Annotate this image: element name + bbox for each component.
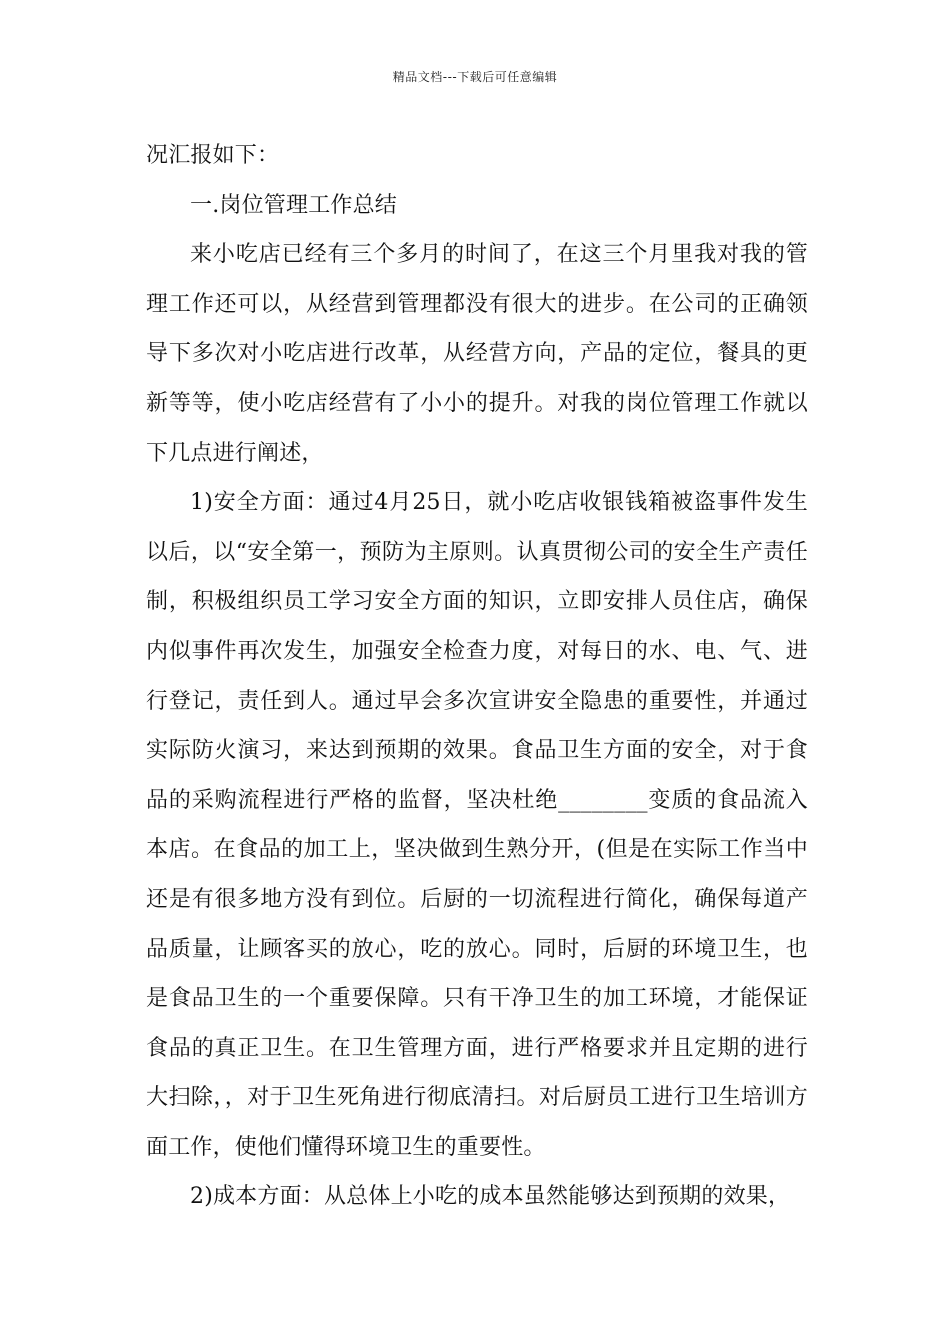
section-heading: 一.岗位管理工作总结 [190,192,397,218]
page-header: 精品文档---下载后可任意编辑 [392,70,558,84]
paragraph-overview: 来小吃店已经有三个多月的时间了，在这三个月里我对我的管理工作还可以，从经营到管理都没有很大的进步。在公司的正确领导下多次对小吃店进行改革，从经营方向，产品的定位，餐具的更新等等，使小吃店经营有了小小的提升。对我的岗位管理工作就以下几点进行阐述， [146,242,808,466]
paragraph-cost: 2)成本方面：从总体上小吃的成本虽然能够达到预期的效果， [190,1184,791,1210]
paragraph-intro: 况汇报如下： [146,143,280,168]
paragraph-safety: 1)安全方面：通过4月25日，就小吃店收银钱箱被盗事件发生以后，以“安全第一，预防为主原则。认真贯彻公司的安全生产责任制，积极组织员工学习安全方面的知识，立即安排人员住店，确保内似事件再次发生，加强安全检查力度，对每日的水、电、气、进行登记，责任到人。通过早会多次宣讲安全隐患的重要性，并通过实际防火演习，来达到预期的效果。食品卫生方面的安全，对于食品的采购流程进行严格的监督，坚决杜绝________变质的食品流入本店。在食品的加工上，坚决做到生熟分开，(但是在实际工作当中还是有很多地方没有到位。后厨的一切流程进行简化，确保每道产品质量，让顾客买的放心，吃的放心。同时，后厨的环境卫生，也是食品卫生的一个重要保障。只有干净卫生的加工环境，才能保证食品的真正卫生。在卫生管理方面，进行严格要求并且定期的进行大扫除，，对于卫生死角进行彻底清扫。对后厨员工进行卫生培训方面工作，使他们懂得环境卫生的重要性。 [146,490,808,1160]
document-body [146,131,808,1222]
